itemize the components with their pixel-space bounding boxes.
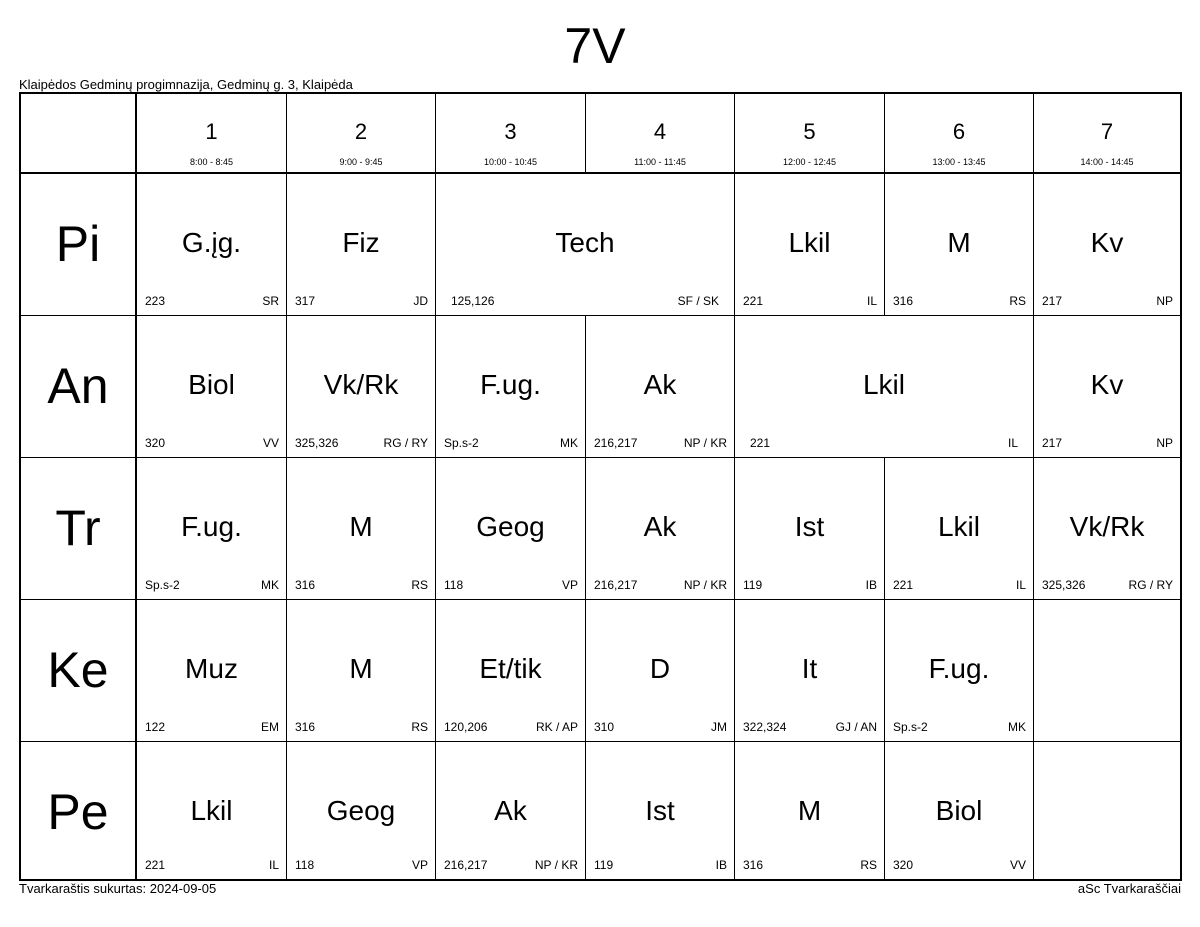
lesson-subject: Biol [935,795,983,826]
lesson-cell [735,316,1034,458]
lesson-cell [735,742,885,879]
lesson-teacher: MK [1008,720,1026,734]
lesson-subject: F.ug. [928,653,990,684]
lesson-room: 316 [893,294,914,308]
lesson-teacher: RS [1009,294,1026,308]
lesson-teacher: IL [1015,578,1026,592]
lesson-subject: F.ug. [181,511,242,542]
lesson-cell [885,458,1034,600]
lesson-room: 216,217 [444,858,488,872]
lesson-room: 221 [893,578,914,592]
day-cell [21,458,137,600]
lesson-room: 221 [145,858,166,872]
period-header [586,94,735,174]
lesson-subject: Vk/Rk [323,369,399,400]
lesson-subject: M [349,653,373,684]
lesson-room: 223 [145,294,166,308]
period-time: 14:00 - 14:45 [1080,157,1134,167]
page-title: 7V [564,18,626,74]
period-time: 12:00 - 12:45 [782,157,837,167]
lesson-room: 217 [1042,294,1063,308]
lesson-teacher: GJ / AN [835,720,877,734]
lesson-subject: D [649,653,671,684]
lesson-room: 322,324 [743,720,787,734]
lesson-cell [735,174,885,316]
lesson-subject: G.įg. [181,227,242,258]
lesson-room: 119 [594,858,614,872]
lesson-teacher: MK [560,436,578,450]
lesson-teacher: IB [865,578,877,592]
period-time: 10:00 - 10:45 [483,157,538,167]
lesson-teacher: RK / AP [535,720,578,734]
lesson-teacher: RG / RY [383,436,428,450]
lesson-room: 316 [295,578,316,592]
empty-cell [1034,600,1180,742]
lesson-cell [885,742,1034,879]
lesson-teacher: NP / KR [683,578,727,592]
empty-cell [1034,742,1180,879]
period-number: 4 [653,119,667,144]
lesson-cell [586,742,735,879]
lesson-subject: Tech [555,227,615,258]
lesson-subject: M [947,227,971,258]
lesson-subject: Et/tik [479,653,542,684]
lesson-room: 317 [295,294,316,308]
lesson-subject: M [349,511,373,542]
lesson-subject: Ist [794,511,825,542]
timetable-grid [19,92,1182,881]
lesson-subject: Kv [1090,227,1124,258]
day-label: Pi [55,216,101,272]
lesson-teacher: JM [711,720,727,734]
lesson-subject: Kv [1090,369,1124,400]
lesson-room: 316 [743,858,764,872]
lesson-room: 221 [743,294,764,308]
lesson-cell [287,174,436,316]
lesson-subject: Lkil [937,511,980,542]
lesson-subject: Vk/Rk [1069,511,1145,542]
lesson-teacher: SR [262,294,279,308]
lesson-teacher: NP / KR [683,436,727,450]
lesson-room: 325,326 [295,436,339,450]
lesson-cell [436,458,586,600]
lesson-room: 120,206 [444,720,488,734]
lesson-subject: Lkil [190,795,233,826]
lesson-cell [137,600,287,742]
lesson-room: 310 [594,720,615,734]
lesson-teacher: IL [1007,436,1018,450]
lesson-subject: Geog [326,795,396,826]
period-time: 13:00 - 13:45 [932,157,986,167]
lesson-cell [137,742,287,879]
lesson-subject: Lkil [788,227,831,258]
day-label: An [47,358,109,414]
period-number: 5 [803,119,816,144]
school-name: Klaipėdos Gedminų progimnazija, Gedminų g. 3, Klaipėda [19,77,353,92]
lesson-room: 316 [295,720,316,734]
day-cell [21,174,137,316]
lesson-teacher: RG / RY [1128,578,1173,592]
lesson-teacher: SF / SK [677,294,719,308]
lesson-teacher: EM [261,720,279,734]
lesson-subject: F.ug. [480,369,541,400]
lesson-teacher: IL [268,858,279,872]
lesson-cell [287,316,436,458]
lesson-room: 125,126 [451,294,495,308]
lesson-cell [287,742,436,879]
lesson-room: 216,217 [594,578,638,592]
lesson-room: 320 [893,858,914,872]
lesson-cell [137,458,287,600]
lesson-cell [436,742,586,879]
lesson-cell [436,600,586,742]
lesson-room: 221 [750,436,771,450]
lesson-teacher: VV [262,436,279,450]
footer-created: Tvarkaraštis sukurtas: 2024-09-05 [19,881,217,896]
lesson-cell [137,174,287,316]
lesson-room: 118 [295,858,315,872]
lesson-subject: Ist [645,795,675,826]
day-cell [21,316,137,458]
lesson-subject: Ak [643,511,677,542]
lesson-cell [885,174,1034,316]
lesson-subject: Muz [185,653,238,684]
lesson-room: 122 [145,720,166,734]
period-header [885,94,1034,174]
lesson-room: 325,326 [1042,578,1086,592]
lesson-teacher: NP [1156,294,1173,308]
day-label: Pe [47,784,109,840]
period-number: 3 [504,119,517,144]
lesson-subject: Ak [494,795,527,826]
period-number: 7 [1100,119,1114,144]
lesson-subject: Biol [188,369,235,400]
lesson-cell [1034,458,1180,600]
lesson-cell [436,174,735,316]
period-number: 1 [205,119,218,144]
period-number: 2 [354,119,368,144]
period-time: 9:00 - 9:45 [339,157,383,167]
period-header [735,94,885,174]
lesson-room: 119 [743,578,763,592]
period-header [1034,94,1180,174]
lesson-teacher: RS [411,720,428,734]
day-label: Ke [47,642,109,698]
lesson-room: Sp.s-2 [444,436,479,450]
lesson-cell [1034,316,1180,458]
corner-cell [21,94,137,174]
lesson-cell [287,600,436,742]
lesson-teacher: JD [413,294,428,308]
lesson-teacher: VP [411,858,428,872]
footer-brand: aSc Tvarkaraščiai [1077,881,1181,896]
period-time: 8:00 - 8:45 [189,157,234,167]
period-time: 11:00 - 11:45 [634,157,686,167]
day-cell [21,600,137,742]
lesson-cell [586,316,735,458]
lesson-teacher: RS [860,858,877,872]
period-number: 6 [952,119,966,144]
lesson-teacher: NP / KR [534,858,578,872]
lesson-subject: M [797,795,822,826]
lesson-subject: Ak [643,369,677,400]
lesson-cell [287,458,436,600]
day-label: Tr [55,500,101,556]
lesson-subject: Fiz [342,227,380,258]
lesson-cell [586,458,735,600]
lesson-cell [1034,174,1180,316]
lesson-teacher: RS [411,578,428,592]
lesson-room: Sp.s-2 [145,578,180,592]
lesson-cell [735,458,885,600]
lesson-subject: Geog [476,511,545,542]
lesson-teacher: VV [1009,858,1026,872]
lesson-cell [735,600,885,742]
lesson-subject: It [801,653,818,684]
lesson-teacher: MK [261,578,279,592]
period-header [137,94,287,174]
period-header [287,94,436,174]
lesson-room: 217 [1042,436,1063,450]
lesson-teacher: NP [1156,436,1173,450]
lesson-teacher: IL [866,294,877,308]
lesson-cell [885,600,1034,742]
lesson-teacher: IB [715,858,727,872]
lesson-cell [436,316,586,458]
lesson-room: Sp.s-2 [893,720,928,734]
lesson-room: 216,217 [594,436,638,450]
lesson-room: 118 [444,578,464,592]
lesson-cell [586,600,735,742]
day-cell [21,742,137,879]
lesson-cell [137,316,287,458]
lesson-teacher: VP [561,578,578,592]
lesson-room: 320 [145,436,166,450]
period-header [436,94,586,174]
lesson-subject: Lkil [862,369,905,400]
